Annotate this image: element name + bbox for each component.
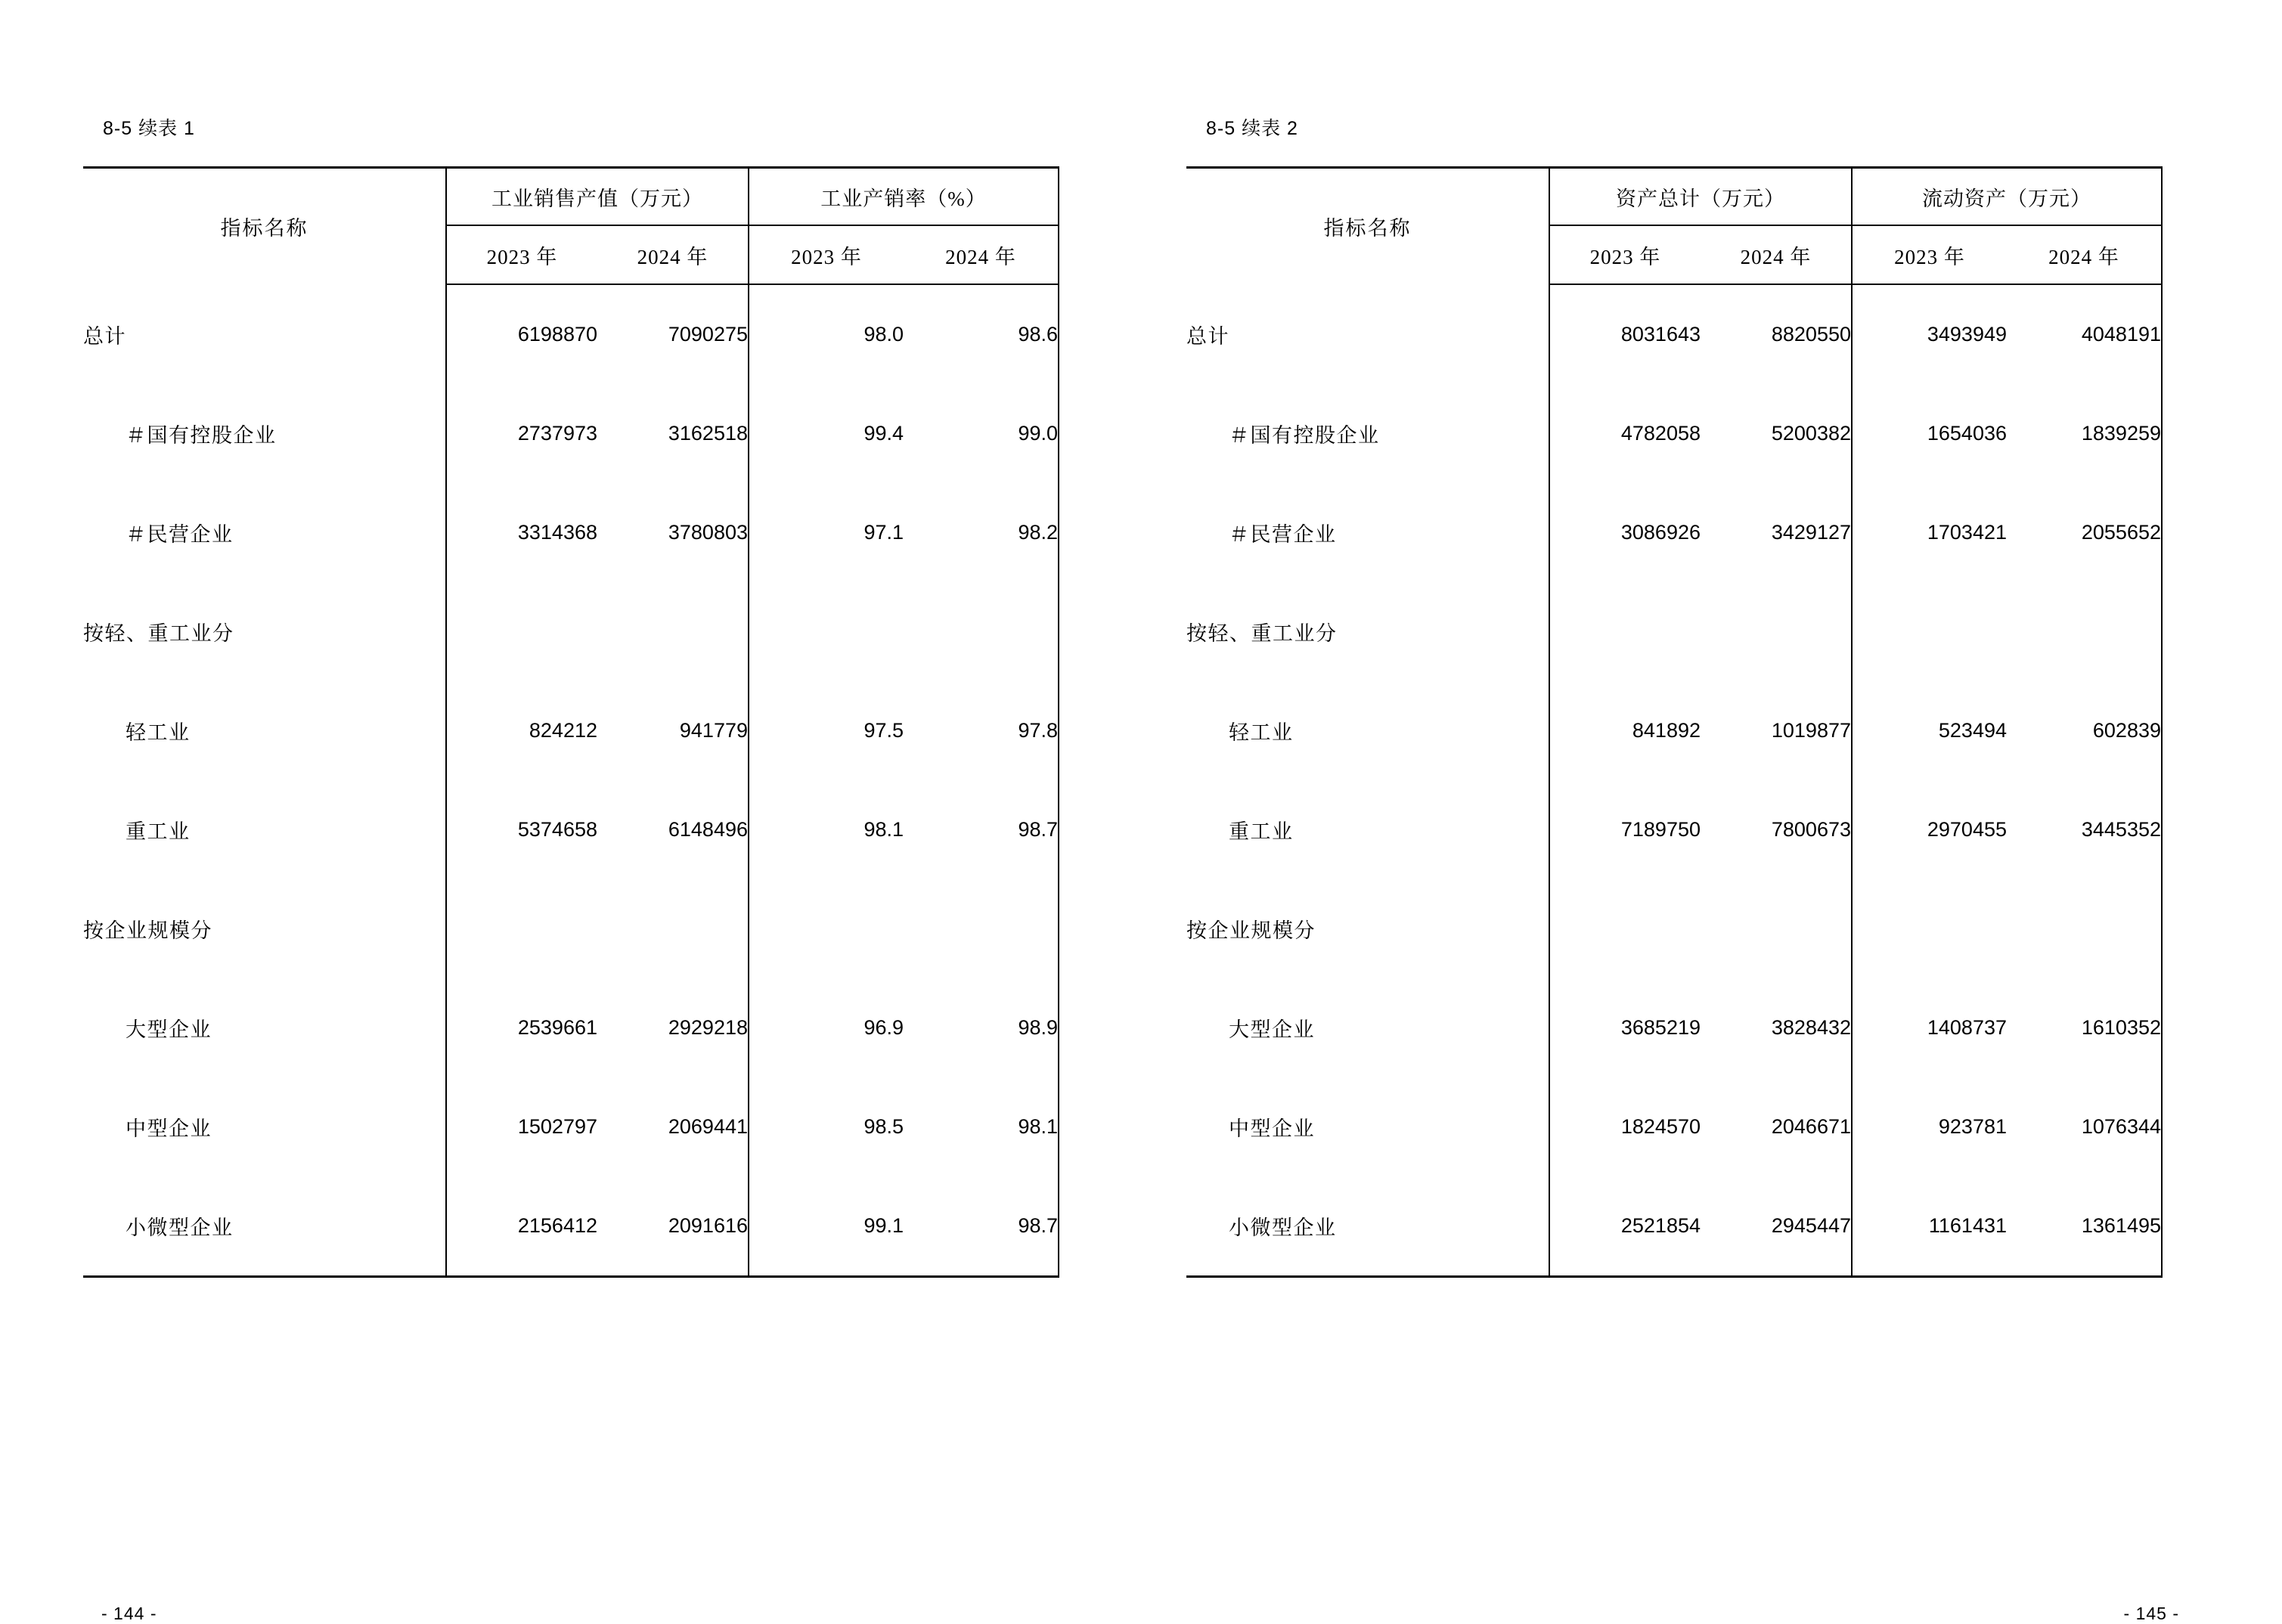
row-value: 98.7: [904, 780, 1059, 879]
row-value: 3162518: [668, 422, 748, 445]
table-row: [1186, 582, 2162, 681]
page-left: [83, 113, 1096, 1623]
table-row: [1186, 284, 2162, 384]
row-value: 3493949: [1852, 284, 2007, 384]
row-value: 1076344: [2007, 1077, 2162, 1176]
row-label: 轻工业: [126, 721, 191, 744]
table-row: [1186, 681, 2162, 780]
row-value: 97.8: [904, 681, 1059, 780]
header-group-2: 流动资产（万元）: [1852, 168, 2162, 226]
row-value: [597, 582, 749, 681]
header-year-1: 2023 年: [1549, 225, 1701, 284]
table-row: [1186, 483, 2162, 582]
header-indicator-name: 指标名称: [83, 168, 446, 285]
row-value: 3828432: [1771, 1016, 1851, 1039]
table-row: [83, 879, 1059, 978]
page-number: - 145 -: [2123, 1604, 2179, 1623]
row-value: 8031643: [1549, 284, 1701, 384]
row-value: 8820550: [1771, 323, 1851, 346]
row-value: 4782058: [1549, 384, 1701, 483]
row-value: 97.1: [749, 483, 904, 582]
row-value: 98.5: [749, 1077, 904, 1176]
row-value: 1654036: [1852, 384, 2007, 483]
table-row: [1186, 1077, 2162, 1176]
row-value: 96.9: [749, 978, 904, 1077]
table-caption: 8-5 续表 1: [103, 118, 195, 139]
row-value: 98.1: [749, 780, 904, 879]
row-value: [597, 879, 749, 978]
row-value: 1703421: [1852, 483, 2007, 582]
header-group-1: 资产总计（万元）: [1549, 168, 1852, 226]
header-group-2: 工业产销率（%）: [749, 168, 1059, 226]
row-value: 99.0: [904, 384, 1059, 483]
row-label: ＃民营企业: [126, 523, 234, 546]
header-indicator-name: 指标名称: [1186, 168, 1549, 285]
table-row: [83, 978, 1059, 1077]
row-value: [2007, 879, 2162, 978]
row-value: 841892: [1549, 681, 1701, 780]
row-value: 3685219: [1549, 978, 1701, 1077]
row-value: 602839: [2007, 681, 2162, 780]
row-label: 中型企业: [1229, 1117, 1315, 1140]
row-label: 轻工业: [1229, 721, 1294, 744]
row-label: 按企业规模分: [83, 919, 212, 942]
row-label: 总计: [1186, 324, 1229, 348]
row-value: 2156412: [446, 1176, 597, 1277]
row-value: 98.1: [904, 1077, 1059, 1176]
row-value: 1610352: [2007, 978, 2162, 1077]
row-value: 523494: [1852, 681, 2007, 780]
header-group-1: 工业销售产值（万元）: [446, 168, 749, 226]
row-value: [904, 582, 1059, 681]
page-right: [1186, 113, 2199, 1623]
row-value: 2521854: [1549, 1176, 1701, 1277]
row-value: 2539661: [446, 978, 597, 1077]
table-row: [83, 384, 1059, 483]
row-value: [1852, 879, 2007, 978]
row-value: 99.1: [749, 1176, 904, 1277]
row-label: 按企业规模分: [1186, 919, 1316, 942]
row-value: [1852, 582, 2007, 681]
row-value: [1549, 582, 1701, 681]
table-row: [83, 780, 1059, 879]
row-value: 2737973: [446, 384, 597, 483]
page-number: - 144 -: [101, 1604, 157, 1623]
row-value: 3780803: [668, 521, 748, 544]
row-value: 98.2: [904, 483, 1059, 582]
table-header: [1186, 168, 2162, 285]
row-value: [904, 879, 1059, 978]
row-label: ＃国有控股企业: [1229, 424, 1380, 447]
row-value: 99.4: [749, 384, 904, 483]
header-year-4: 2024 年: [904, 225, 1059, 284]
statistics-table: [1186, 166, 2163, 1278]
row-value: 1361495: [2007, 1176, 2162, 1277]
row-value: 5200382: [1771, 422, 1851, 445]
row-value: [749, 582, 904, 681]
row-value: 3429127: [1771, 521, 1851, 544]
table-row: [1186, 879, 2162, 978]
row-label: 小微型企业: [83, 1176, 446, 1277]
row-label: 中型企业: [126, 1117, 212, 1140]
header-year-2: 2024 年: [597, 225, 749, 284]
row-value: [446, 879, 597, 978]
header-year-3: 2023 年: [749, 225, 904, 284]
row-value: 2970455: [1852, 780, 2007, 879]
row-value: [1549, 879, 1701, 978]
row-label: 按轻、重工业分: [1186, 622, 1338, 645]
row-value: 1408737: [1852, 978, 2007, 1077]
row-value: 2929218: [668, 1016, 748, 1039]
row-label: 总计: [83, 324, 126, 348]
row-value: [1701, 879, 1852, 978]
row-value: 923781: [1852, 1077, 2007, 1176]
table-row: [1186, 384, 2162, 483]
row-value: 4048191: [2007, 284, 2162, 384]
header-year-3: 2023 年: [1852, 225, 2007, 284]
row-value: [2007, 582, 2162, 681]
table-row: [83, 1176, 1059, 1277]
row-value: 98.6: [904, 284, 1059, 384]
row-value: 3086926: [1549, 483, 1701, 582]
row-label: 大型企业: [1229, 1018, 1315, 1041]
table-body: [1186, 284, 2162, 1277]
row-value: 2046671: [1771, 1115, 1851, 1138]
row-value: 2055652: [2007, 483, 2162, 582]
row-value: 3445352: [2007, 780, 2162, 879]
row-value: 98.9: [904, 978, 1059, 1077]
row-value: 98.0: [749, 284, 904, 384]
table-header: [83, 168, 1059, 285]
statistics-table: [83, 166, 1059, 1278]
row-value: 1502797: [446, 1077, 597, 1176]
row-value: 6198870: [446, 284, 597, 384]
table-caption: 8-5 续表 2: [1206, 118, 1298, 139]
table-row: [1186, 978, 2162, 1077]
table-row: [83, 582, 1059, 681]
table-row: [1186, 780, 2162, 879]
table-row: [1186, 1176, 2162, 1277]
row-value: 7189750: [1549, 780, 1701, 879]
header-year-2: 2024 年: [1701, 225, 1852, 284]
row-value: 7800673: [1771, 818, 1851, 841]
header-year-4: 2024 年: [2007, 225, 2162, 284]
table-row: [83, 681, 1059, 780]
row-label: ＃民营企业: [1229, 523, 1337, 546]
table-row: [83, 483, 1059, 582]
table-body: [83, 284, 1059, 1277]
row-value: 1019877: [1771, 719, 1851, 742]
row-label: 重工业: [1229, 820, 1294, 843]
row-value: 97.5: [749, 681, 904, 780]
header-year-1: 2023 年: [446, 225, 597, 284]
row-value: 3314368: [446, 483, 597, 582]
row-value: 2091616: [597, 1176, 749, 1277]
row-value: [749, 879, 904, 978]
row-label: 重工业: [126, 820, 191, 843]
row-value: 2069441: [668, 1115, 748, 1138]
row-label: 大型企业: [126, 1018, 212, 1041]
row-label: 按轻、重工业分: [83, 622, 234, 645]
row-value: 1824570: [1549, 1077, 1701, 1176]
row-value: 2945447: [1701, 1176, 1852, 1277]
table-row: [83, 284, 1059, 384]
row-value: [1701, 582, 1852, 681]
row-label: 小微型企业: [1186, 1176, 1549, 1277]
row-value: 6148496: [668, 818, 748, 841]
row-label: ＃国有控股企业: [126, 424, 277, 447]
row-value: [446, 582, 597, 681]
row-value: 941779: [679, 719, 748, 742]
row-value: 1839259: [2007, 384, 2162, 483]
table-row: [83, 1077, 1059, 1176]
row-value: 7090275: [668, 323, 748, 346]
row-value: 5374658: [446, 780, 597, 879]
row-value: 1161431: [1852, 1176, 2007, 1277]
row-value: 98.7: [904, 1176, 1059, 1277]
row-value: 824212: [446, 681, 597, 780]
